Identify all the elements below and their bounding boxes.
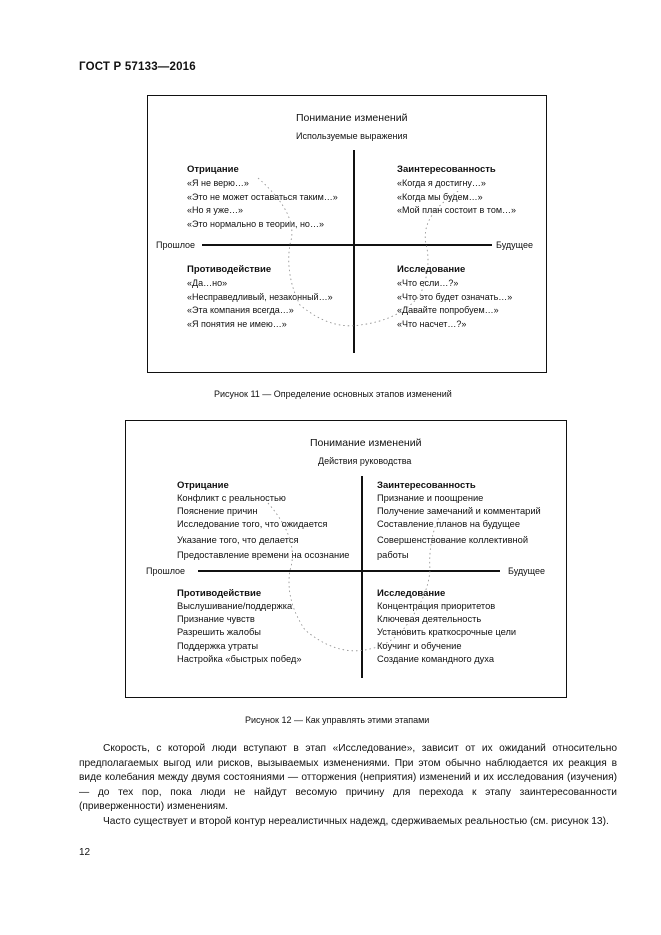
list-item: Исследование того, что ожидается [177,519,328,530]
figure-11-interest-heading: Заинтересованность [397,164,496,175]
figure-12-axis-right-label: Будущее [508,566,545,576]
list-item: «Несправедливый, незаконный…» [187,291,333,302]
list-item: Поддержка утраты [177,640,259,651]
list-item: Совершенствование коллективной [377,534,529,545]
figure-11-interest-list [397,177,516,218]
figure-11-exploration-heading: Исследование [397,264,466,275]
list-item: Составление планов на будущее [377,519,521,530]
list-item: Конфликт с реальностью [177,493,286,503]
figure-12-exploration-list [377,600,516,666]
document-header: ГОСТ Р 57133—2016 [79,61,196,73]
list-item: «Давайте попробуем…» [397,305,499,316]
figure-11-title: Понимание изменений [296,112,408,124]
list-item: «Да…но» [187,278,228,288]
figure-11-resistance-list [187,277,333,331]
figure-11-subtitle: Используемые выражения [296,131,408,141]
list-item: «Но я уже…» [187,205,244,216]
list-item: «Что это будет означать…» [397,291,513,302]
list-item: Получение замечаний и комментарий [377,506,541,517]
figure-11-exploration-list [397,277,512,331]
figure-12-vertical-axis [361,476,363,678]
list-item: Ключевая деятельность [377,614,482,625]
figure-12-resistance-heading: Противодействие [177,588,262,599]
figure-11-caption: Рисунок 11 — Определение основных этапов изменений [214,389,452,399]
list-item: Предоставление времени на осознание [177,549,350,560]
figure-12-interest-heading: Заинтересованность [377,480,476,491]
figure-11-vertical-axis [353,150,355,353]
list-item: Разрешить жалобы [177,627,261,638]
list-item: Концентрация приоритетов [377,601,496,611]
list-item: Настройка «быстрых побед» [177,653,302,664]
figure-12-exploration-heading: Исследование [377,588,446,599]
figure-12-interest-list [377,492,541,562]
list-item: «Я понятия не имею…» [187,318,287,329]
list-item: «Мой план состоит в том…» [397,205,517,216]
list-item: Указание того, что делается [177,534,299,545]
figure-11-denial-heading: Отрицание [187,164,239,175]
list-item: «Когда мы будем…» [397,191,483,202]
figure-12-horizontal-axis [198,570,500,572]
list-item: «Что если…?» [397,278,459,288]
list-item: Установить краткосрочные цели [377,627,517,638]
paragraph: Часто существует и второй контур нереалистичных надежд, сдерживаемых реальностью (см. рисунок 13). [103,815,609,827]
page-number: 12 [79,847,91,858]
figure-11-denial-list [187,177,338,231]
figure-12-caption: Рисунок 12 — Как управлять этими этапами [245,715,430,725]
list-item: Признание и поощрение [377,493,484,503]
list-item: «Что насчет…?» [397,318,467,329]
list-item: Создание командного духа [377,653,495,664]
figure-12-denial-heading: Отрицание [177,480,229,491]
list-item: Выслушивание/поддержка [177,601,293,611]
figure-12-title: Понимание изменений [310,437,422,449]
figure-12-resistance-list [177,600,302,666]
list-item: Коучинг и обучение [377,640,462,651]
figure-11-axis-left-label: Прошлое [156,240,196,250]
list-item: Признание чувств [177,614,255,625]
list-item: «Это нормально в теории, но…» [187,218,324,229]
list-item: «Я не верю…» [187,178,249,188]
list-item: «Это не может оставаться таким…» [187,191,338,202]
list-item: «Когда я достигну…» [397,178,486,188]
paragraph: Скорость, с которой люди вступают в этап «Исследование», зависит от их ожиданий относительно предполагаемых выгод или рисков, вызываемых изменениями. При этом обычно наблюдается их реакция в виде колебания между двумя состояниями — отторжения (неприятия) изменений и их исследования (изучения) — до тех пор, пока люди не найдут весомую причину для перехода к этапу заинтересованности (приверженности) изменениям. [79,743,617,813]
figure-11-horizontal-axis [202,244,492,246]
figure-12-denial-list [177,492,349,562]
body-text [79,742,617,830]
list-item: «Эта компания всегда…» [187,305,294,316]
figure-12-axis-left-label: Прошлое [146,566,186,576]
figure-12-subtitle: Действия руководства [318,456,412,466]
figure-11-axis-right-label: Будущее [496,240,533,250]
list-item: работы [377,549,409,560]
list-item: Пояснение причин [177,506,258,517]
figure-11-resistance-heading: Противодействие [187,264,272,275]
